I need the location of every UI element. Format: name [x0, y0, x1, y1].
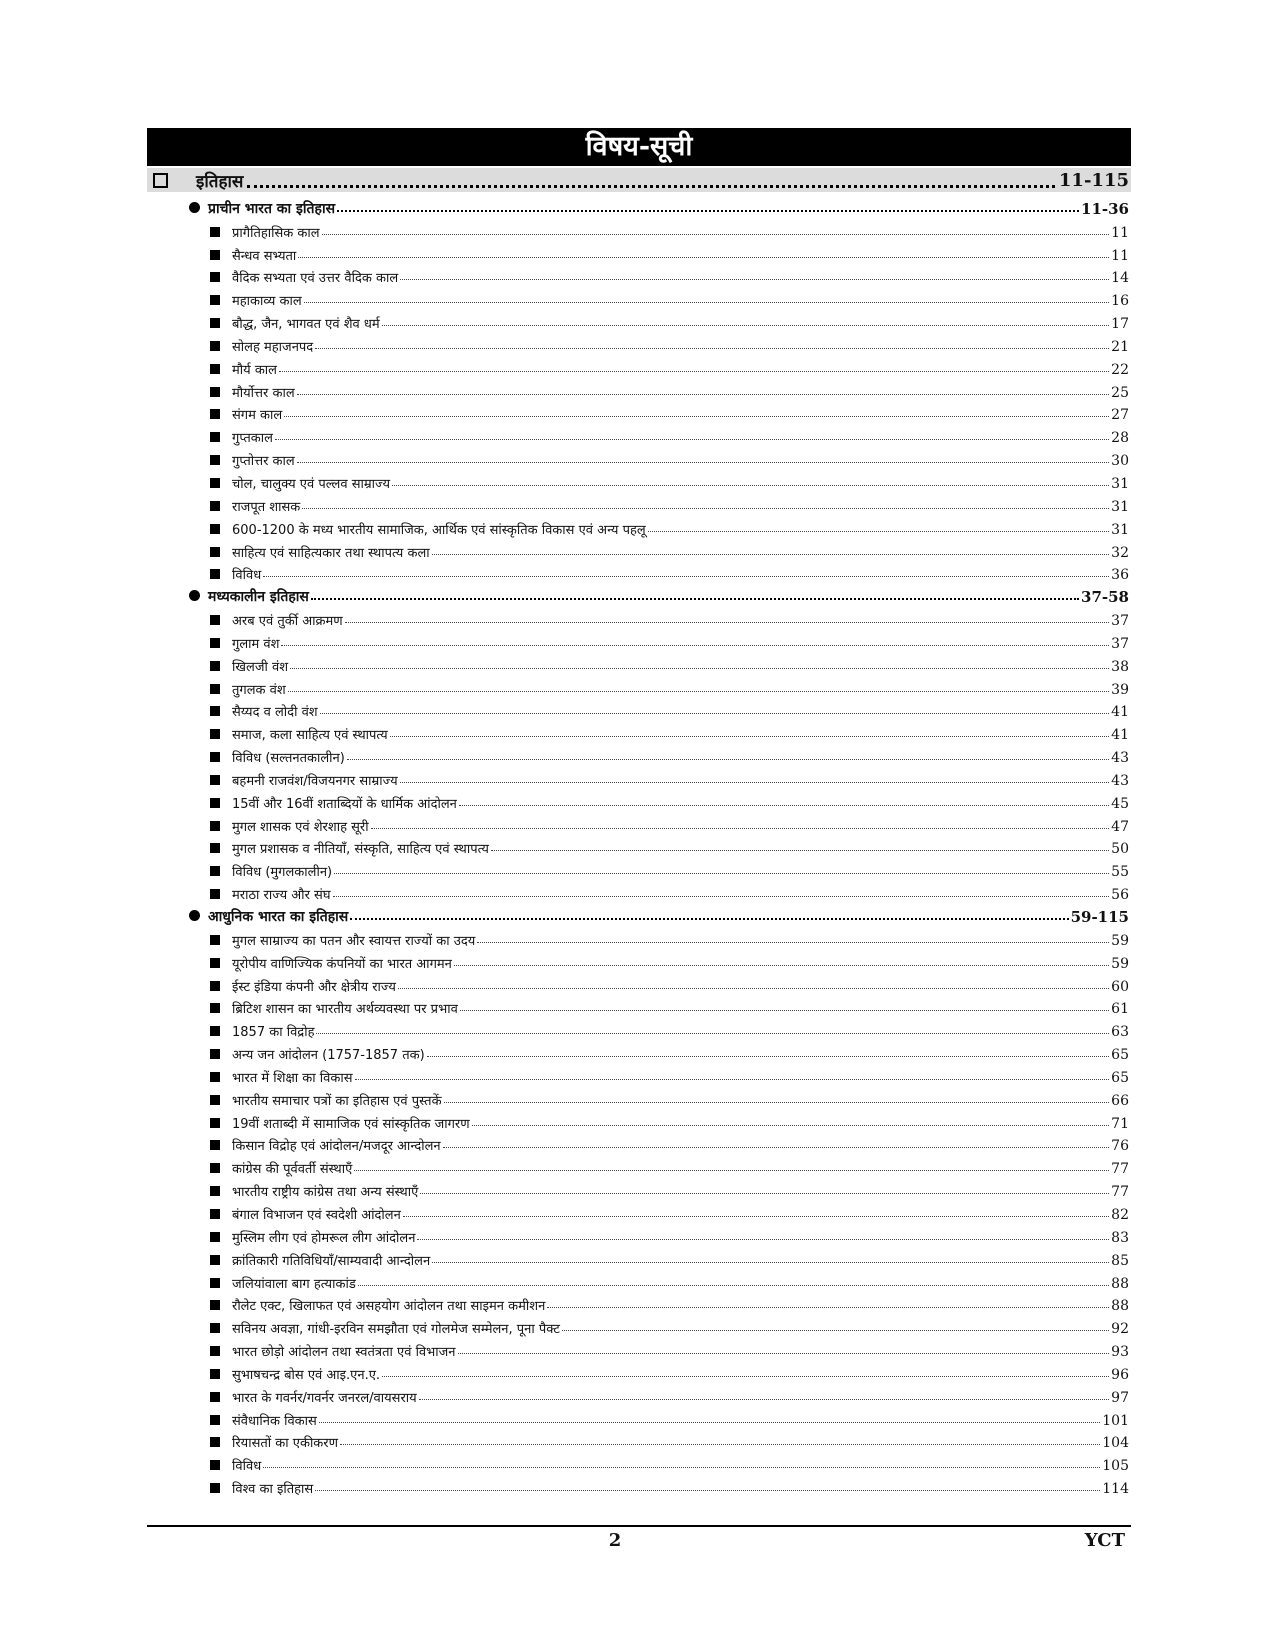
bullet-square-icon	[210, 706, 220, 716]
topic-page: 76	[1111, 1138, 1129, 1155]
topic-page: 30	[1111, 453, 1129, 470]
bullet-square-icon	[210, 843, 220, 853]
topic-label: बौद्ध, जैन, भागवत एवं शैव धर्म	[232, 317, 380, 333]
leader-dots	[315, 1490, 1100, 1491]
topic-label: सविनय अवज्ञा, गांधी-इरविन समझौता एवं गोलमेज सम्मेलन, पूना पैक्ट	[232, 1322, 560, 1338]
topic-label: सैय्यद व लोदी वंश	[232, 705, 318, 721]
topic-row[interactable]	[186, 446, 1129, 469]
bullet-square-icon	[210, 1437, 220, 1447]
bullet-square-icon	[210, 1300, 220, 1310]
topic-label: मुगल साम्राज्य का पतन और स्वायत्त राज्यों का उदय	[232, 933, 476, 949]
leader-dots	[472, 1125, 1110, 1126]
chapter-pages: 11-36	[1081, 199, 1129, 218]
topic-label: जलियांवाला बाग हत्याकांड	[232, 1276, 356, 1292]
chapter-pages: 59-115	[1070, 908, 1129, 926]
leader-dots	[279, 371, 1109, 372]
topic-row[interactable]	[186, 538, 1129, 561]
topic-row[interactable]	[186, 1314, 1129, 1337]
bullet-square-icon	[210, 1483, 220, 1493]
topic-page: 66	[1111, 1092, 1129, 1109]
leader-dots	[263, 1467, 1100, 1468]
topic-page: 63	[1111, 1024, 1129, 1041]
leader-dots	[420, 1193, 1109, 1194]
chapter-label: आधुनिक भारत का इतिहास	[208, 909, 349, 925]
leader-dots	[417, 1239, 1109, 1240]
topic-label: 1857 का विद्रोह	[232, 1025, 315, 1041]
topic-row[interactable]	[186, 515, 1129, 538]
topic-page: 105	[1102, 1458, 1129, 1475]
bullet-square-icon	[210, 364, 220, 374]
topic-label: सोलह महाजनपद	[232, 339, 314, 355]
topic-label: विविध (मुगलकालीन)	[232, 865, 333, 881]
topic-row[interactable]	[186, 1360, 1129, 1383]
topic-row[interactable]	[186, 286, 1129, 309]
topic-page: 37	[1111, 635, 1129, 652]
topic-page: 41	[1111, 727, 1129, 744]
checkbox-square-icon	[153, 173, 168, 188]
bullet-square-icon	[210, 661, 220, 671]
leader-dots	[345, 622, 1109, 623]
bullet-square-icon	[210, 1369, 220, 1379]
topic-row[interactable]	[186, 880, 1129, 903]
topic-row[interactable]	[186, 1429, 1129, 1452]
bullet-square-icon	[210, 272, 220, 282]
leader-dots	[648, 531, 1109, 532]
topic-label: रियासतों का एकीकरण	[232, 1436, 339, 1452]
leader-dots	[247, 173, 1055, 188]
chapter-label: मध्यकालीन इतिहास	[208, 589, 309, 606]
topic-page: 43	[1111, 750, 1129, 767]
topic-row[interactable]	[186, 812, 1129, 835]
topic-page: 22	[1111, 361, 1129, 378]
topic-page: 101	[1102, 1412, 1129, 1429]
leader-dots	[316, 1033, 1109, 1034]
topic-label: मुस्लिम लीग एवं होमरूल लीग आंदोलन	[232, 1230, 416, 1246]
topic-label: प्रागैतिहासिक काल	[232, 225, 320, 241]
topic-page: 11	[1111, 247, 1129, 264]
topic-row[interactable]	[186, 675, 1129, 698]
leader-dots	[460, 1010, 1109, 1011]
topic-page: 77	[1111, 1161, 1129, 1178]
bullet-square-icon	[210, 638, 220, 648]
topic-row[interactable]	[186, 1086, 1129, 1109]
leader-dots	[432, 554, 1110, 555]
bullet-square-icon	[210, 524, 220, 534]
leader-dots	[311, 598, 1079, 600]
topic-row[interactable]	[186, 309, 1129, 332]
chapter-label: प्राचीन भारत का इतिहास	[208, 200, 336, 217]
topic-row[interactable]	[186, 652, 1129, 675]
bullet-square-icon	[210, 1140, 220, 1150]
topic-row[interactable]	[186, 972, 1129, 995]
chapter-row[interactable]	[186, 195, 1129, 218]
leader-dots	[371, 828, 1110, 829]
section-pages: 11-115	[1058, 169, 1129, 191]
bullet-square-icon	[210, 1460, 220, 1470]
topic-row[interactable]	[186, 1451, 1129, 1474]
topic-label: साहित्य एवं साहित्यकार तथा स्थापत्य कला	[232, 545, 430, 561]
leader-dots	[347, 759, 1109, 760]
topic-row[interactable]	[186, 1154, 1129, 1177]
topic-page: 59	[1111, 955, 1129, 972]
topic-row[interactable]	[186, 1040, 1129, 1063]
topic-row[interactable]	[186, 698, 1129, 721]
topic-row[interactable]	[186, 241, 1129, 264]
leader-dots	[355, 1079, 1110, 1080]
bullet-square-icon	[210, 227, 220, 237]
topic-row[interactable]	[186, 401, 1129, 424]
topic-row[interactable]	[186, 743, 1129, 766]
leader-dots	[263, 576, 1109, 577]
topic-label: मुगल प्रशासक व नीतियाँ, संस्कृति, साहित्य एवं स्थापत्य	[232, 842, 489, 858]
topic-page: 14	[1111, 270, 1129, 287]
topic-label: बंगाल विभाजन एवं स्वदेशी आंदोलन	[232, 1207, 401, 1223]
bullet-square-icon	[210, 775, 220, 785]
topic-label: भारत के गवर्नर/गवर्नर जनरल/वायसराय	[232, 1390, 417, 1406]
leader-dots	[358, 1285, 1109, 1286]
topic-label: गुप्तकाल	[232, 431, 273, 447]
bullet-square-icon	[210, 615, 220, 625]
leader-dots	[337, 210, 1079, 212]
topic-row[interactable]	[186, 995, 1129, 1018]
topic-row[interactable]	[186, 766, 1129, 789]
topic-label: रौलेट एक्ट, खिलाफत एवं असहयोग आंदोलन तथा साइमन कमीशन	[232, 1299, 546, 1315]
topic-row[interactable]	[186, 629, 1129, 652]
topic-row[interactable]	[186, 561, 1129, 584]
page-title: विषय-सूची	[147, 128, 1131, 166]
footer-divider	[147, 1525, 1131, 1527]
topic-label: संगम काल	[232, 408, 283, 424]
leader-dots	[477, 942, 1109, 943]
bullet-circle-icon	[189, 910, 200, 921]
topic-page: 77	[1111, 1184, 1129, 1201]
topic-label: गुलाम वंश	[232, 636, 280, 652]
topic-row[interactable]	[186, 949, 1129, 972]
topic-page: 41	[1111, 704, 1129, 721]
topic-label: बहमनी राजवंश/विजयनगर साम्राज्य	[232, 773, 398, 789]
leader-dots	[459, 805, 1109, 806]
topic-page: 82	[1111, 1206, 1129, 1223]
topic-row[interactable]	[186, 1109, 1129, 1132]
topic-label: महाकाव्य काल	[232, 294, 302, 310]
leader-dots	[288, 691, 1109, 692]
bullet-square-icon	[210, 432, 220, 442]
bullet-square-icon	[210, 547, 220, 557]
topic-row[interactable]	[186, 423, 1129, 446]
bullet-square-icon	[210, 866, 220, 876]
topic-label: 600-1200 के मध्य भारतीय सामाजिक, आर्थिक एवं सांस्कृतिक विकास एवं अन्य पहलू	[232, 522, 646, 538]
topic-row[interactable]	[186, 1200, 1129, 1223]
topic-row[interactable]	[186, 606, 1129, 629]
topic-label: गुप्तोत्तर काल	[232, 454, 295, 470]
topic-label: विश्व का इतिहास	[232, 1482, 314, 1498]
topic-label: भारतीय राष्ट्रीय कांग्रेस तथा अन्य संस्थाएँ	[232, 1185, 419, 1201]
topic-row[interactable]	[186, 857, 1129, 880]
topic-page: 47	[1111, 818, 1129, 835]
footer-page-number: 2	[608, 1530, 622, 1551]
topic-page: 37	[1111, 613, 1129, 630]
bullet-square-icon	[210, 387, 220, 397]
leader-dots	[403, 1216, 1109, 1217]
bullet-circle-icon	[189, 590, 200, 601]
topic-page: 31	[1111, 521, 1129, 538]
leader-dots	[392, 485, 1109, 486]
topic-page: 11	[1111, 224, 1129, 241]
bullet-square-icon	[210, 1209, 220, 1219]
topic-row[interactable]	[186, 492, 1129, 515]
bullet-square-icon	[210, 318, 220, 328]
leader-dots	[320, 713, 1110, 714]
bullet-square-icon	[210, 341, 220, 351]
leader-dots	[322, 234, 1110, 235]
bullet-square-icon	[210, 1232, 220, 1242]
topic-row[interactable]	[186, 926, 1129, 949]
toc-list	[186, 195, 1129, 1497]
topic-page: 96	[1111, 1366, 1129, 1383]
topic-row[interactable]	[186, 1017, 1129, 1040]
leader-dots	[297, 394, 1110, 395]
leader-dots	[333, 896, 1110, 897]
topic-row[interactable]	[186, 332, 1129, 355]
bullet-square-icon	[210, 821, 220, 831]
leader-dots	[398, 988, 1109, 989]
leader-dots	[400, 782, 1110, 783]
topic-row[interactable]	[186, 469, 1129, 492]
topic-page: 55	[1111, 864, 1129, 881]
topic-page: 16	[1111, 293, 1129, 310]
bullet-square-icon	[210, 935, 220, 945]
topic-label: भारत छोड़ो आंदोलन तथा स्वतंत्रता एवं विभाजन	[232, 1345, 456, 1361]
leader-dots	[284, 416, 1109, 417]
topic-row[interactable]	[186, 355, 1129, 378]
topic-page: 21	[1111, 338, 1129, 355]
bullet-circle-icon	[189, 202, 200, 213]
bullet-square-icon	[210, 1415, 220, 1425]
topic-page: 25	[1111, 384, 1129, 401]
topic-label: कांग्रेस की पूर्ववर्ती संस्थाएँ	[232, 1162, 353, 1178]
leader-dots	[382, 325, 1109, 326]
bullet-square-icon	[210, 1049, 220, 1059]
chapter-row[interactable]	[186, 903, 1129, 926]
leader-dots	[454, 965, 1109, 966]
bullet-square-icon	[210, 729, 220, 739]
leader-dots	[491, 850, 1109, 851]
leader-dots	[319, 1422, 1100, 1423]
topic-row[interactable]	[186, 1269, 1129, 1292]
leader-dots	[419, 1399, 1110, 1400]
bullet-square-icon	[210, 798, 220, 808]
topic-page: 17	[1111, 316, 1129, 333]
topic-label: विविध	[232, 1459, 262, 1475]
topic-label: ब्रिटिश शासन का भारतीय अर्थव्यवस्था पर प्रभाव	[232, 1002, 458, 1018]
topic-page: 28	[1111, 430, 1129, 447]
topic-row[interactable]	[186, 789, 1129, 812]
bullet-square-icon	[210, 295, 220, 305]
topic-label: मौर्योत्तर काल	[232, 385, 295, 401]
topic-page: 39	[1111, 681, 1129, 698]
topic-row[interactable]	[186, 1063, 1129, 1086]
bullet-square-icon	[210, 1392, 220, 1402]
bullet-square-icon	[210, 684, 220, 694]
topic-label: यूरोपीय वाणिज्यिक कंपनियों का भारत आगमन	[232, 956, 452, 972]
bullet-square-icon	[210, 981, 220, 991]
bullet-square-icon	[210, 1095, 220, 1105]
topic-page: 36	[1111, 567, 1129, 584]
topic-page: 38	[1111, 658, 1129, 675]
topic-row[interactable]	[186, 1223, 1129, 1246]
bullet-square-icon	[210, 752, 220, 762]
bullet-square-icon	[210, 958, 220, 968]
topic-page: 104	[1102, 1435, 1129, 1452]
section-row-history[interactable]	[147, 168, 1131, 192]
topic-row[interactable]	[186, 1406, 1129, 1429]
topic-page: 60	[1111, 978, 1129, 995]
leader-dots	[400, 279, 1109, 280]
topic-label: वैदिक सभ्यता एवं उत्तर वैदिक काल	[232, 271, 399, 287]
topic-page: 93	[1111, 1344, 1129, 1361]
bullet-square-icon	[210, 250, 220, 260]
topic-page: 92	[1111, 1321, 1129, 1338]
topic-label: मुगल शासक एवं शेरशाह सूरी	[232, 819, 369, 835]
topic-label: समाज, कला साहित्य एवं स्थापत्य	[232, 728, 388, 744]
topic-page: 65	[1111, 1047, 1129, 1064]
chapter-row[interactable]	[186, 583, 1129, 606]
topic-page: 31	[1111, 498, 1129, 515]
leader-dots	[315, 348, 1109, 349]
topic-label: अन्य जन आंदोलन (1757-1857 तक)	[232, 1048, 425, 1064]
leader-dots	[427, 1056, 1109, 1057]
topic-page: 50	[1111, 841, 1129, 858]
topic-label: भारत में शिक्षा का विकास	[232, 1070, 353, 1086]
topic-page: 65	[1111, 1069, 1129, 1086]
topic-page: 88	[1111, 1298, 1129, 1315]
topic-row[interactable]	[186, 1337, 1129, 1360]
leader-dots	[382, 1376, 1109, 1377]
leader-dots	[547, 1307, 1109, 1308]
topic-page: 45	[1111, 795, 1129, 812]
topic-row[interactable]	[186, 264, 1129, 287]
leader-dots	[334, 873, 1109, 874]
topic-label: किसान विद्रोह एवं आंदोलन/मजदूर आन्दोलन	[232, 1139, 441, 1155]
topic-row[interactable]	[186, 1383, 1129, 1406]
topic-label: क्रांतिकारी गतिविधियाँ/साम्यवादी आन्दोलन	[232, 1253, 431, 1269]
bullet-square-icon	[210, 455, 220, 465]
topic-row[interactable]	[186, 1292, 1129, 1315]
topic-page: 43	[1111, 772, 1129, 789]
leader-dots	[458, 1353, 1110, 1354]
topic-row[interactable]	[186, 1474, 1129, 1497]
leader-dots	[290, 668, 1109, 669]
leader-dots	[297, 462, 1109, 463]
topic-label: मराठा राज्य और संघ	[232, 888, 331, 904]
leader-dots	[390, 736, 1109, 737]
leader-dots	[340, 1444, 1100, 1445]
bullet-square-icon	[210, 1003, 220, 1013]
bullet-square-icon	[210, 1163, 220, 1173]
topic-label: 19वीं शताब्दी में सामाजिक एवं सांस्कृतिक जागरण	[232, 1116, 470, 1132]
topic-label: 15वीं और 16वीं शताब्दियों के धार्मिक आंदोलन	[232, 796, 457, 812]
topic-page: 56	[1111, 887, 1129, 904]
bullet-square-icon	[210, 501, 220, 511]
leader-dots	[354, 1170, 1109, 1171]
section-label: इतिहास	[196, 171, 244, 192]
bullet-square-icon	[210, 1346, 220, 1356]
topic-label: विविध (सल्तनतकालीन)	[232, 751, 345, 767]
topic-row[interactable]	[186, 218, 1129, 241]
topic-label: तुगलक वंश	[232, 682, 286, 698]
topic-label: संवैधानिक विकास	[232, 1413, 317, 1429]
topic-page: 32	[1111, 544, 1129, 561]
bullet-square-icon	[210, 1278, 220, 1288]
leader-dots	[350, 918, 1068, 920]
bullet-square-icon	[210, 1255, 220, 1265]
leader-dots	[432, 1262, 1109, 1263]
leader-dots	[562, 1330, 1109, 1331]
leader-dots	[281, 645, 1109, 646]
topic-label: अरब एवं तुर्की आक्रमण	[232, 614, 343, 630]
topic-label: चोल, चालुक्य एवं पल्लव साम्राज्य	[232, 476, 391, 492]
topic-row[interactable]	[186, 378, 1129, 401]
topic-page: 31	[1111, 475, 1129, 492]
topic-label: विविध	[232, 568, 262, 584]
bullet-square-icon	[210, 409, 220, 419]
footer-brand: YCT	[1084, 1530, 1125, 1551]
topic-row[interactable]	[186, 1132, 1129, 1155]
topic-page: 71	[1111, 1115, 1129, 1132]
leader-dots	[304, 302, 1109, 303]
chapter-pages: 37-58	[1081, 588, 1129, 607]
bullet-square-icon	[210, 1118, 220, 1128]
topic-page: 59	[1111, 932, 1129, 949]
topic-label: ईस्ट इंडिया कंपनी और क्षेत्रीय राज्य	[232, 979, 396, 995]
topic-page: 61	[1111, 1001, 1129, 1018]
bullet-square-icon	[210, 1186, 220, 1196]
topic-label: सैन्धव सभ्यता	[232, 248, 297, 264]
leader-dots	[443, 1147, 1110, 1148]
topic-label: मौर्य काल	[232, 362, 277, 378]
bullet-square-icon	[210, 1026, 220, 1036]
topic-row[interactable]	[186, 720, 1129, 743]
topic-label: भारतीय समाचार पत्रों का इतिहास एवं पुस्तकें	[232, 1093, 442, 1109]
bullet-square-icon	[210, 569, 220, 579]
topic-label: सुभाषचन्द्र बोस एवं आइ.एन.ए.	[232, 1367, 381, 1383]
topic-row[interactable]	[186, 1177, 1129, 1200]
leader-dots	[275, 439, 1109, 440]
leader-dots	[298, 257, 1109, 258]
topic-page: 97	[1111, 1389, 1129, 1406]
bullet-square-icon	[210, 1323, 220, 1333]
topic-row[interactable]	[186, 835, 1129, 858]
bullet-square-icon	[210, 478, 220, 488]
topic-page: 85	[1111, 1252, 1129, 1269]
topic-label: राजपूत शासक	[232, 499, 301, 515]
leader-dots	[444, 1102, 1110, 1103]
topic-page: 88	[1111, 1275, 1129, 1292]
topic-page: 83	[1111, 1229, 1129, 1246]
bullet-square-icon	[210, 889, 220, 899]
topic-label: खिलजी वंश	[232, 659, 289, 675]
topic-page: 27	[1111, 407, 1129, 424]
topic-row[interactable]	[186, 1246, 1129, 1269]
leader-dots	[302, 508, 1109, 509]
topic-page: 114	[1102, 1481, 1129, 1498]
bullet-square-icon	[210, 1072, 220, 1082]
